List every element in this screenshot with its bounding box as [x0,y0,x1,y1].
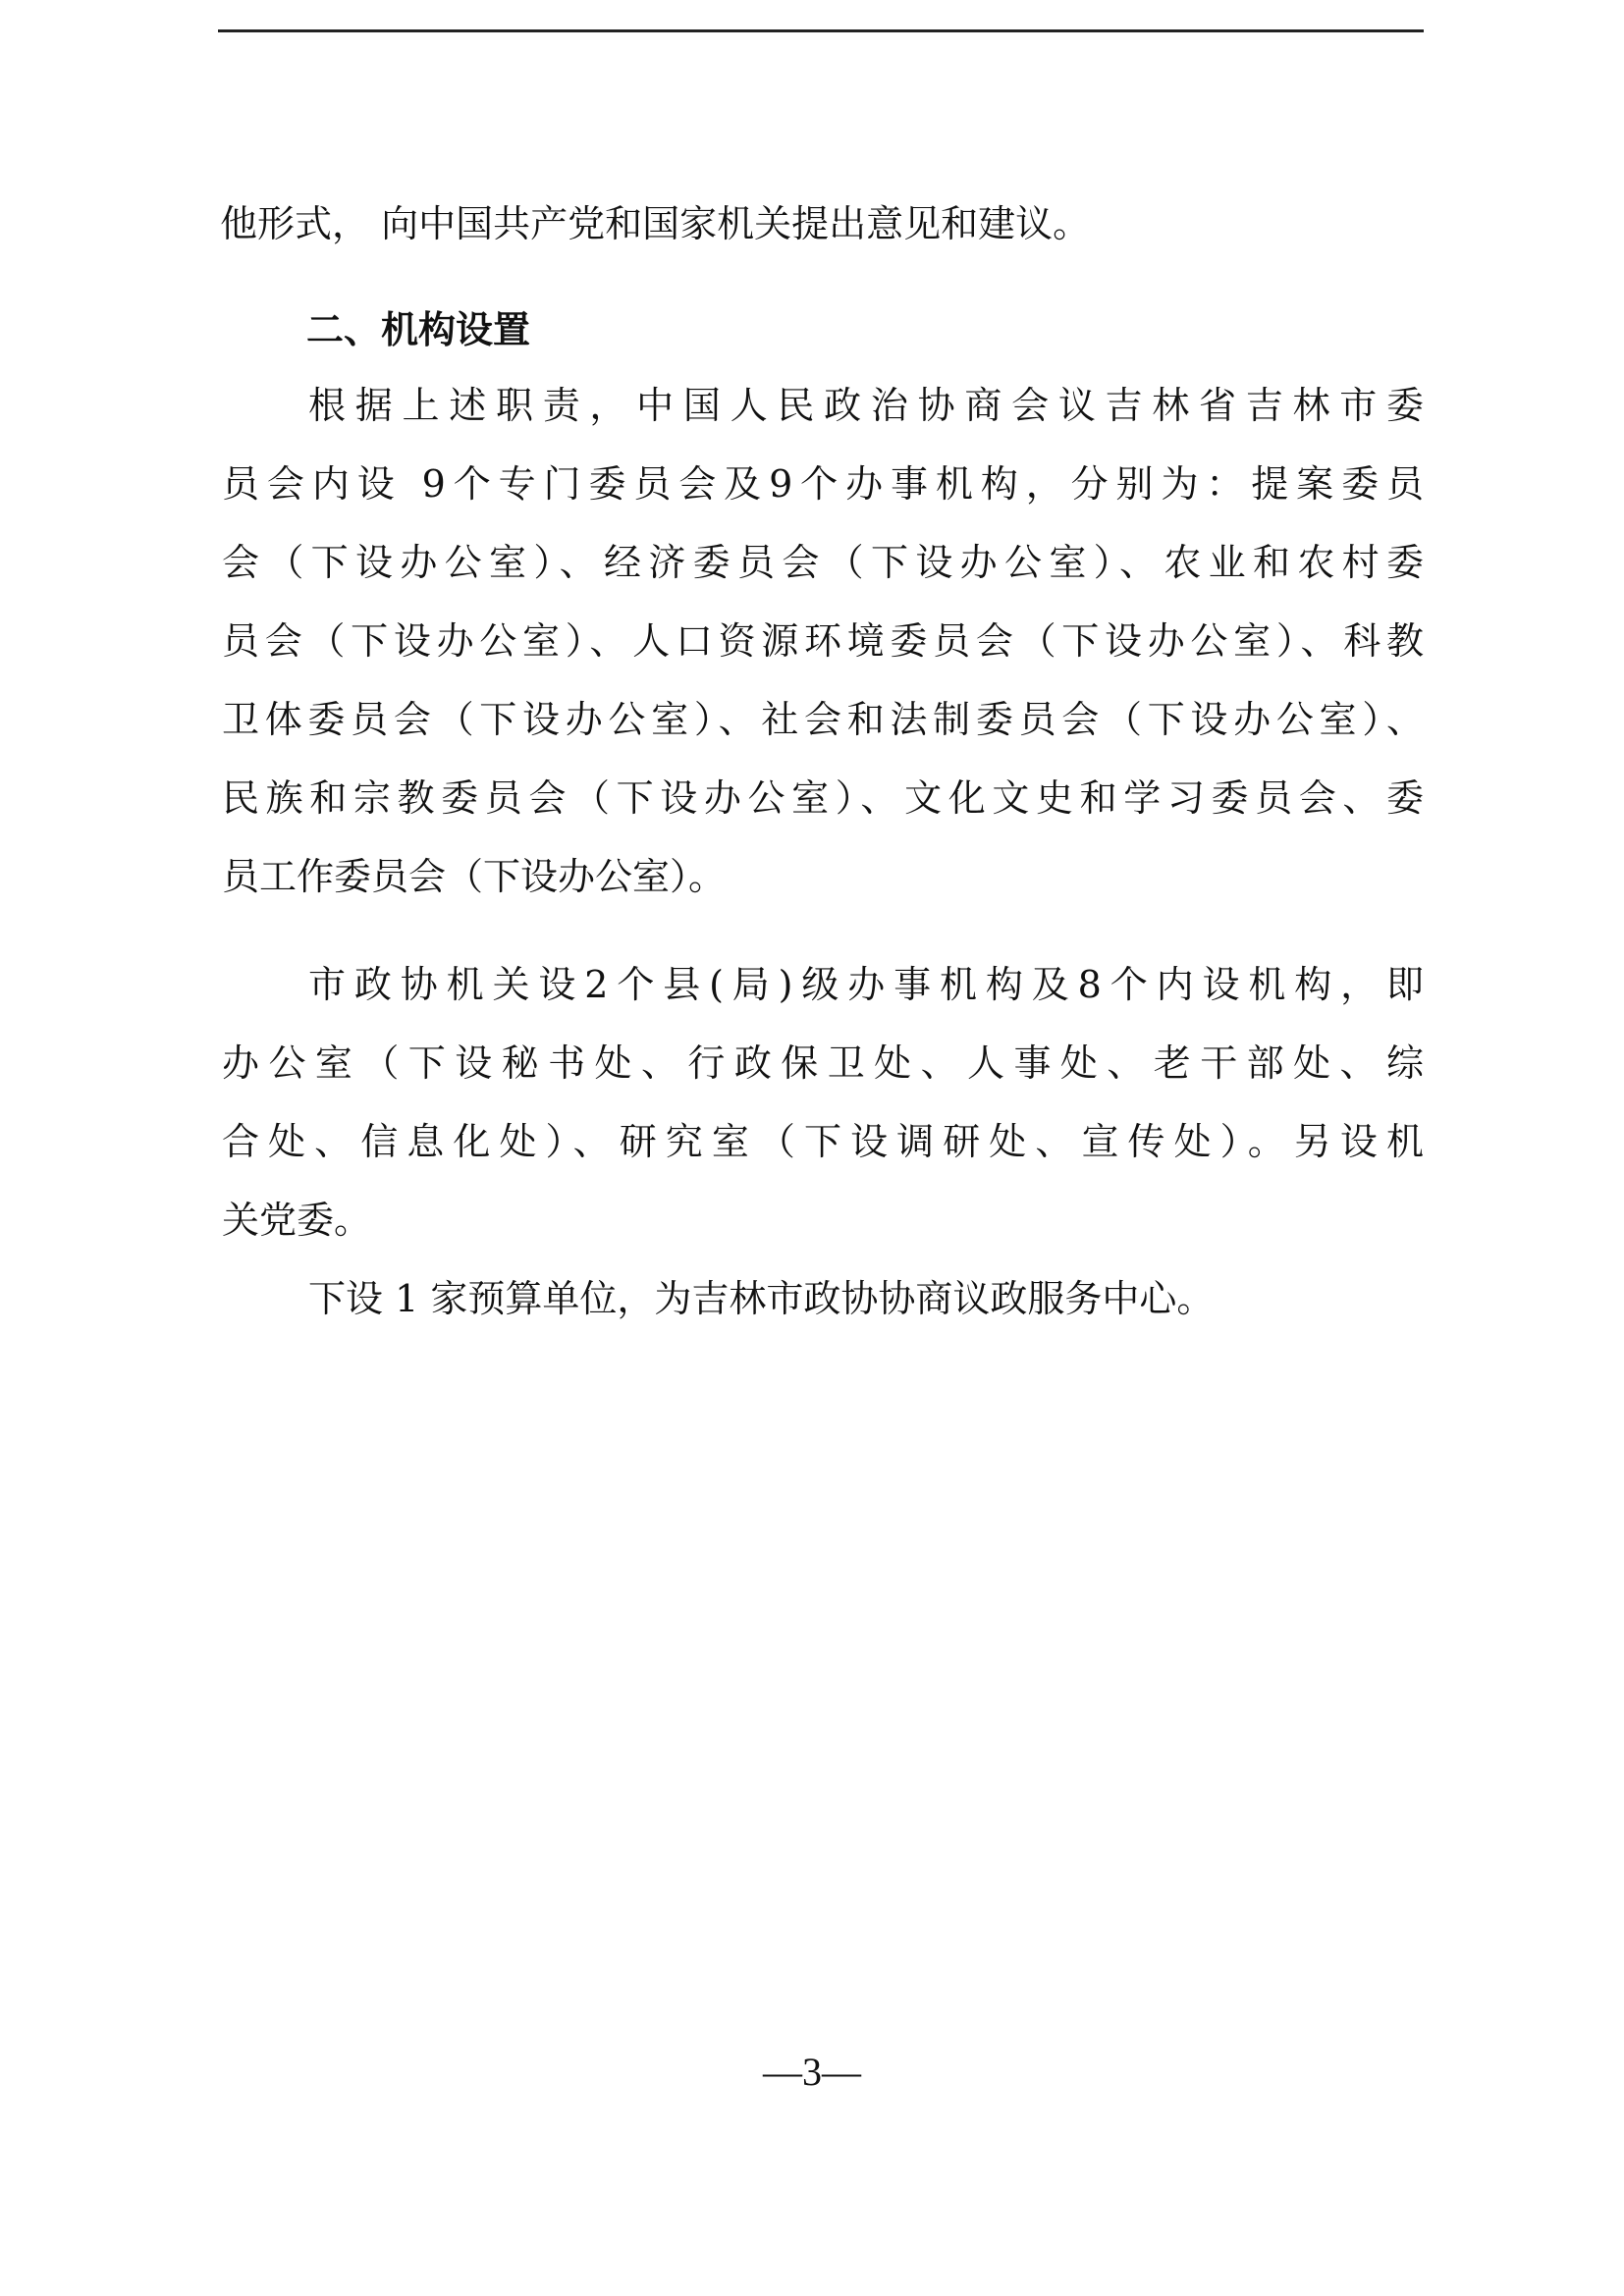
body-line: 会（下设办公室）、经济委员会（下设办公室）、农业和农村委 [222,541,1432,584]
body-line: 员会内设 9个专门委员会及9个办事机构，分别为：提案委员 [222,462,1432,506]
section-heading: 二、机构设置 [306,307,531,351]
body-line: 卫体委员会（下设办公室）、社会和法制委员会（下设办公室）、 [222,698,1430,741]
body-line: 他形式， 向中国共产党和国家机关提出意见和建议。 [220,202,1091,245]
body-line: 合处、信息化处）、研究室（下设调研处、宣传处）。另设机 [222,1120,1434,1163]
body-line: 员工作委员会（下设办公室）。 [222,855,727,898]
body-line: 民族和宗教委员会（下设办公室）、文化文史和学习委员会、委 [222,776,1431,820]
body-line: 根据上述职责，中国人民政治协商会议吉林省吉林市委 [308,384,1434,427]
body-line: 关党委。 [222,1199,372,1242]
body-line: 办公室（下设秘书处、行政保卫处、人事处、老干部处、综 [222,1041,1434,1085]
body-line: 员会（下设办公室）、人口资源环境委员会（下设办公室）、科教 [222,619,1430,663]
page-number: —3— [763,2050,861,2094]
body-line: 下设 1 家预算单位，为吉林市政协协商议政服务中心。 [308,1277,1215,1320]
header-rule [218,29,1424,32]
body-line: 市政协机关设2个县(局)级办事机构及8个内设机构，即 [308,963,1433,1006]
